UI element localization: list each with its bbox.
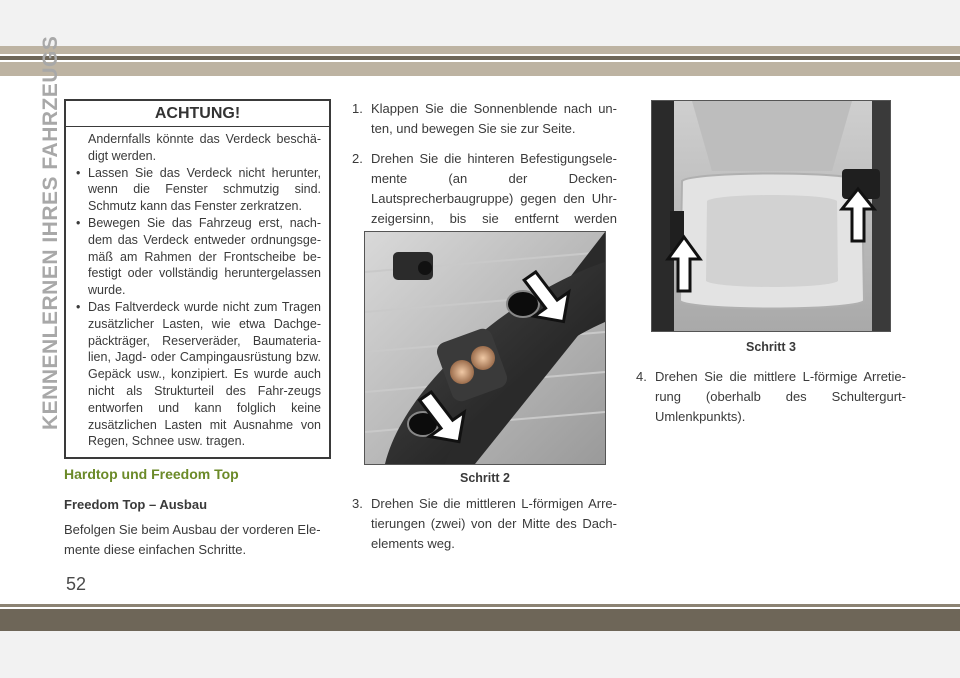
sub-heading: Freedom Top – Ausbau [64,497,208,512]
footer-stripe [0,604,960,607]
photo-headliner-latches [652,101,890,331]
intro-paragraph: Befolgen Sie beim Ausbau der vorderen Ele-mente diese einfachen Schritte. [64,522,321,557]
header-stripe [0,46,960,54]
side-chapter-header: KENNENLERNEN IHRES FAHRZEUGS [39,35,62,430]
warning-body [66,127,329,450]
top-margin [0,0,960,46]
warning-title: ACHTUNG! [66,101,329,127]
step-text: Drehen Sie die hinteren Befestigungsele-mente (an der Decken-Lautsprecherbaugruppe) gegen den Uhr-zeigersinn, bis sie entfernt werden [371,151,617,226]
figure-schritt-3 [651,100,891,332]
step-1 [352,99,617,139]
warning-intro: Andernfalls könnte das Verdeck beschä-digt werden. [88,132,321,163]
page-number: 52 [66,574,87,594]
step-4-line [636,367,906,427]
step-text: Klappen Sie die Sonnenblende nach un-ten, und bewegen Sie sie zur Seite. [371,101,617,136]
header-stripe-lower [0,62,960,76]
step-number: 3. [352,496,363,511]
figure-caption: Schritt 2 [459,471,510,485]
warning-box [64,99,331,459]
step-text: Drehen Sie die mittleren L-förmigen Arre-tierungen (zwei) von der Mitte des Dach-elements weg. [371,496,617,551]
warning-bullet: • Lassen Sie das Verdeck nicht herunter, wenn die Fenster schmutzig sind. Schmutz kann das Fenster zerkratzen. [76,165,321,215]
figure-caption: Schritt 3 [745,340,796,354]
warning-bullet: • Das Faltverdeck wurde nicht zum Tragen zusätzlicher Lasten, wie etwa Dachge-päckträger, Reserveräder, Baumateria-lien, Jagd- oder Campingausrüstung bzw. Gepäck usw., konzipiert. Es wurde auch nicht als Strukturteil des Fahr-zeugs entworfen und kann folglich keine zusätzlichen Lasten mit Ausnahme von Regen, Schnee usw. tragen. [76,299,321,450]
step-3 [352,494,617,554]
warning-list [76,165,321,451]
step-number: 1. [352,101,363,116]
step-3-line [352,494,617,554]
section-heading: Hardtop und Freedom Top [64,466,239,482]
steps-column [352,99,617,249]
warning-bullet: • Bewegen Sie das Fahrzeug erst, nach-dem das Verdeck entweder ordnungsge-mäß am Rahmen der Frontscheibe be-festigt oder vollständig heruntergelassen wurde. [76,215,321,299]
figure-schritt-2 [364,231,606,465]
header-stripe-dark [0,56,960,60]
step-number: 2. [352,151,363,166]
footer-stripe-dark [0,609,960,631]
step-text: Drehen Sie die mittlere L-förmige Arretie-rung (oberhalb des Schultergurt-Umlenkpunkts). [655,369,906,424]
photo-roof-panel-fasteners [365,232,605,464]
step-4 [636,367,906,427]
step-number: 4. [636,369,647,384]
bottom-margin [0,631,960,678]
